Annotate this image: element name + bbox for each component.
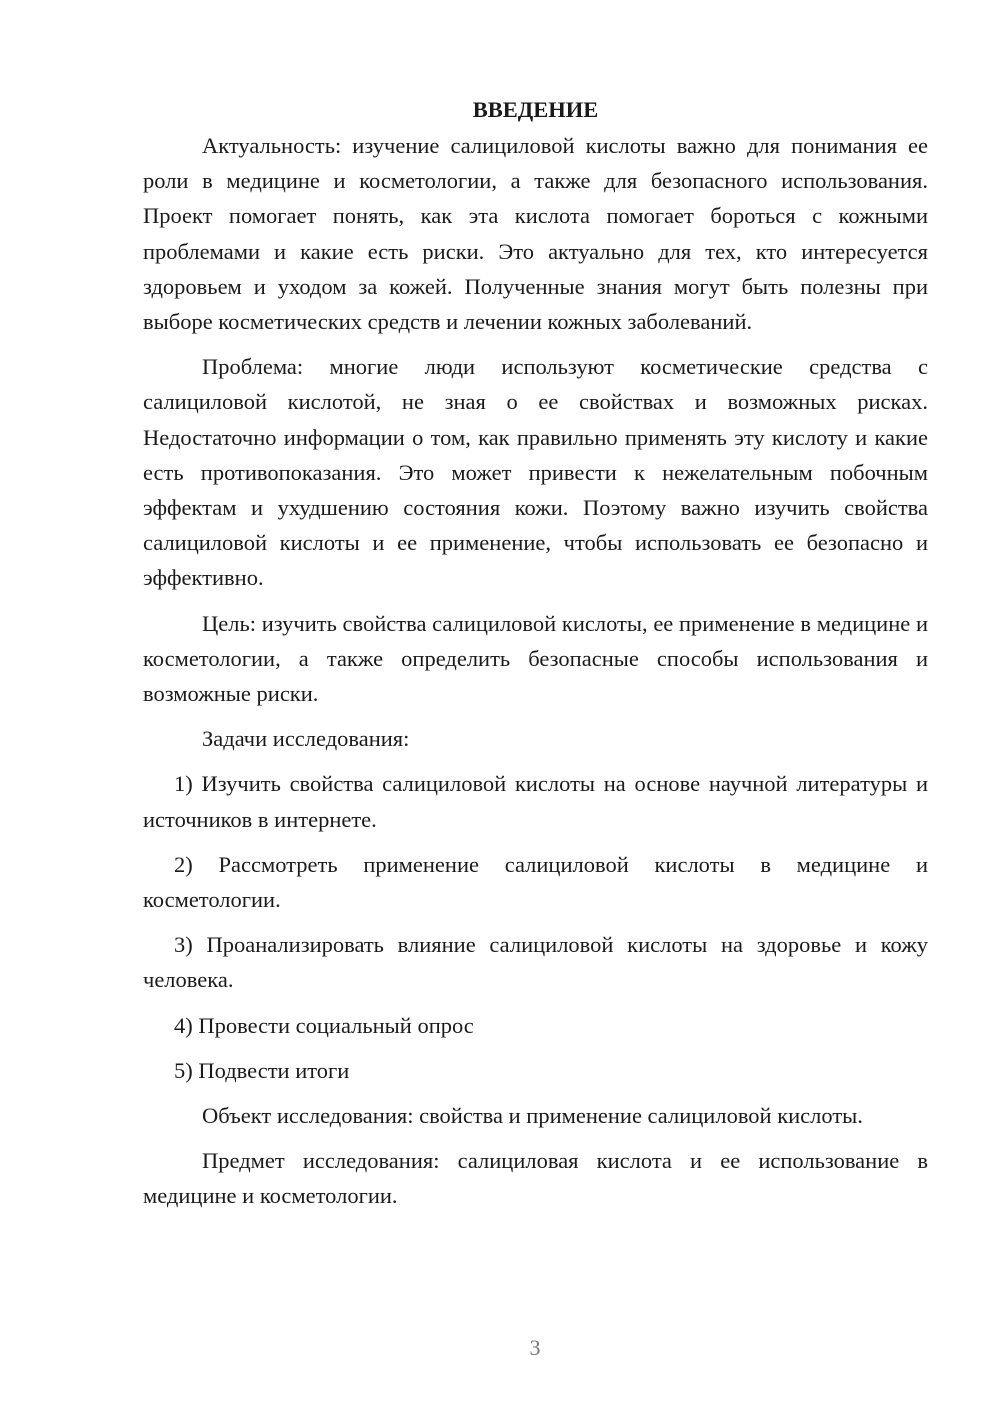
relevance-paragraph: Актуальность: изучение салициловой кислоты важно для понимания ее роли в медицине и косметологии, а также для безопасного использования. Проект помогает понять, как эта кислота помогает бороться с кожными проблемами и какие есть риски. Это актуально для тех, кто интересуется здоровьем и уходом за кожей. Полученные знания могут быть полезны при выборе косметических средств и лечении кожных заболеваний. [143,133,928,335]
task-item-2: 2) Рассмотреть применение салициловой кислоты в медицине и косметологии. [143,851,928,913]
object-paragraph: Объект исследования: свойства и применение салициловой кислоты. [202,1103,863,1129]
task-item-1: 1) Изучить свойства салициловой кислоты на основе научной литературы и источников в интернете. [143,771,928,832]
problem-paragraph: Проблема: многие люди используют косметические средства с салициловой кислотой, не зная о ее свойствах и возможных рисках. Недостаточно информации о том, как правильно применять эту кислоту и какие есть противопоказания. Это может привести к нежелательным побочным эффектам и ухудшению состояния кожи. Поэтому важно изучить свойства салициловой кислоты и ее применение, чтобы использовать ее безопасно и эффективно. [143,354,928,591]
section-heading: ВВЕДЕНИЕ [472,97,599,122]
task-item-3: 3) Проанализировать влияние салициловой кислоты на здоровье и кожу человека. [143,932,928,993]
page-number: 3 [529,1335,541,1360]
page-content [143,92,928,1214]
task-item-4: 4) Провести социальный опрос [174,1012,474,1038]
goal-paragraph: Цель: изучить свойства салициловой кислоты, ее применение в медицине и косметологии, а также определить безопасные способы использования и возможные риски. [143,610,928,707]
tasks-heading: Задачи исследования: [202,726,410,752]
task-item-5: 5) Подвести итоги [174,1057,350,1083]
subject-paragraph: Предмет исследования: салициловая кислота и ее использование в медицине и косметологии. [143,1148,928,1209]
